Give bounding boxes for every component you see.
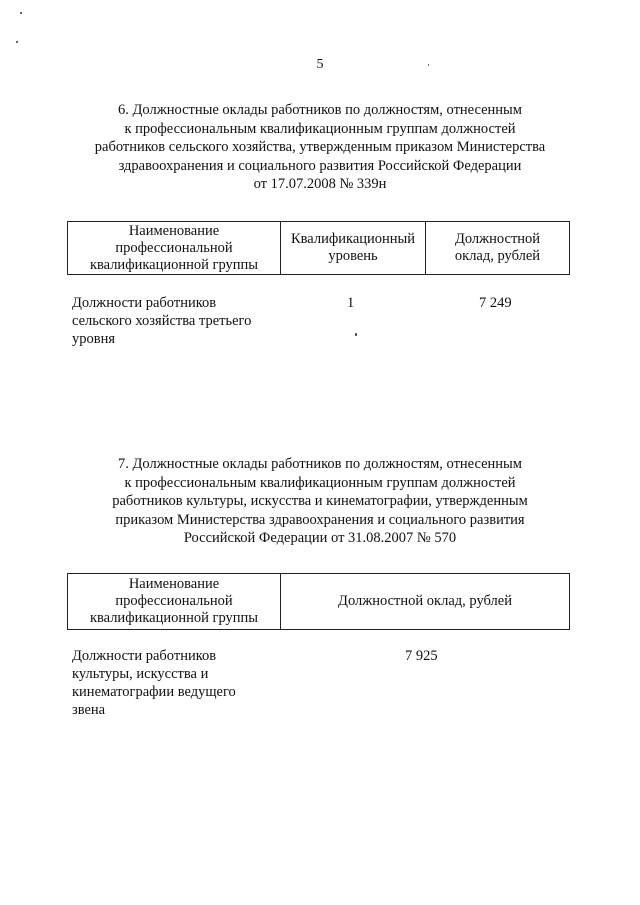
- header-group-name: [68, 574, 280, 629]
- section-6-title-line: 6. Должностные оклады работников по должностям, отнесенным: [118, 102, 522, 118]
- header-group-name: [68, 222, 280, 274]
- section-7-title-line: к профессиональным квалификационным группам должностей: [124, 474, 516, 491]
- table-row-salary: 7 249: [479, 295, 512, 311]
- table-row-level: 1: [347, 295, 355, 311]
- page-number: 5: [316, 57, 324, 72]
- cell-text: Должности работников: [72, 295, 217, 311]
- scan-speck: [428, 64, 429, 66]
- section-6-title-line: к профессиональным квалификационным группам должностей: [124, 120, 516, 137]
- header-text: уровень: [328, 248, 378, 264]
- section-6-title-line: от 17.07.2008 № 339н: [253, 176, 387, 192]
- section-7-title-line: работников культуры, искусства и кинематографии, утвержденным: [112, 493, 528, 509]
- cell-text: Должности работников: [72, 648, 217, 664]
- cell-text: уровня: [72, 331, 116, 347]
- scan-speck: [20, 12, 22, 14]
- section-6-table-header: [67, 221, 570, 275]
- header-qualification-level: [280, 222, 425, 274]
- section-6-title-line: работников сельского хозяйства, утвержденным приказом Министерства: [94, 139, 546, 155]
- header-text: профессиональной: [115, 239, 233, 256]
- cell-text: кинематографии ведущего: [72, 684, 236, 700]
- cell-text: культуры, искусства и: [72, 666, 209, 682]
- header-text: Должностной оклад, рублей: [338, 593, 512, 609]
- section-6-title-line: здравоохранения и социального развития Российской Федерации: [118, 157, 522, 174]
- header-text: квалификационной группы: [89, 256, 259, 273]
- header-text: квалификационной группы: [89, 610, 259, 626]
- header-text: профессиональной: [115, 593, 233, 609]
- section-7-title-line: приказом Министерства здравоохранения и социального развития: [115, 511, 525, 528]
- cell-text: сельского хозяйства третьего: [72, 313, 252, 329]
- header-text: Наименование: [128, 222, 220, 239]
- header-text: Наименование: [128, 576, 220, 592]
- table-row-salary: 7 925: [405, 648, 438, 664]
- header-text: Должностной: [454, 231, 541, 247]
- section-7-title: [60, 455, 580, 548]
- header-salary: [280, 574, 569, 629]
- header-salary: [425, 222, 569, 274]
- header-text: оклад, рублей: [454, 248, 541, 264]
- section-7-title-line: 7. Должностные оклады работников по должностям, отнесенным: [118, 456, 522, 472]
- table-row-group-name: [72, 294, 251, 348]
- scan-speck: [16, 41, 18, 43]
- cell-text: звена: [72, 702, 106, 718]
- section-7-title-line: Российской Федерации от 31.08.2007 № 570: [183, 530, 457, 546]
- section-7-table-header: [67, 573, 570, 630]
- header-text: Квалификационный: [290, 231, 416, 247]
- scan-speck: [355, 333, 357, 336]
- section-6-title: [60, 101, 580, 194]
- table-row-group-name: [72, 647, 236, 719]
